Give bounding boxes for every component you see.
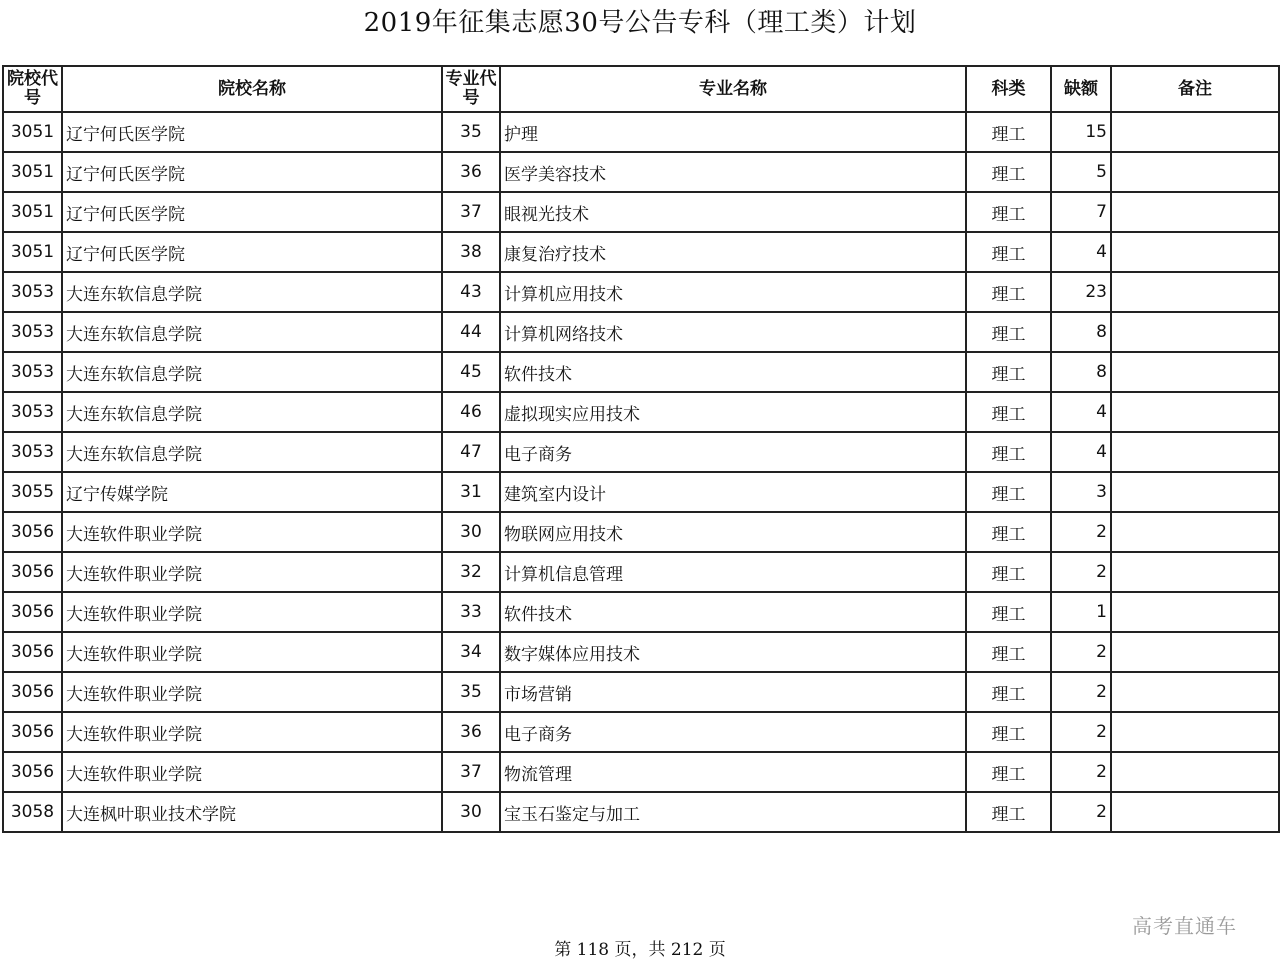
table-row [3, 312, 1279, 352]
cell-major-name: 康复治疗技术 [500, 232, 966, 272]
cell-major-code: 46 [442, 392, 500, 432]
header-major-code: 专业代号 [442, 66, 500, 112]
header-major-name: 专业名称 [500, 66, 966, 112]
cell-note [1111, 392, 1279, 432]
cell-note [1111, 152, 1279, 192]
cell-school-code: 3055 [3, 472, 62, 512]
cell-major-name: 计算机信息管理 [500, 552, 966, 592]
cell-note [1111, 312, 1279, 352]
cell-category: 理工 [966, 552, 1051, 592]
cell-school-name: 辽宁何氏医学院 [62, 112, 442, 152]
cell-school-code: 3056 [3, 512, 62, 552]
table-row [3, 552, 1279, 592]
cell-school-name: 大连软件职业学院 [62, 552, 442, 592]
cell-school-code: 3051 [3, 192, 62, 232]
cell-note [1111, 352, 1279, 392]
cell-school-code: 3053 [3, 272, 62, 312]
cell-major-name: 建筑室内设计 [500, 472, 966, 512]
cell-major-code: 32 [442, 552, 500, 592]
cell-quota: 1 [1051, 592, 1111, 632]
cell-major-code: 44 [442, 312, 500, 352]
cell-quota: 4 [1051, 392, 1111, 432]
table-row [3, 672, 1279, 712]
cell-note [1111, 472, 1279, 512]
cell-school-name: 大连软件职业学院 [62, 632, 442, 672]
table-row [3, 712, 1279, 752]
cell-school-code: 3053 [3, 312, 62, 352]
cell-category: 理工 [966, 112, 1051, 152]
cell-quota: 4 [1051, 232, 1111, 272]
cell-note [1111, 112, 1279, 152]
cell-note [1111, 192, 1279, 232]
cell-category: 理工 [966, 512, 1051, 552]
cell-category: 理工 [966, 392, 1051, 432]
cell-note [1111, 232, 1279, 272]
cell-note [1111, 592, 1279, 632]
cell-major-code: 35 [442, 112, 500, 152]
cell-major-code: 37 [442, 752, 500, 792]
table-row [3, 592, 1279, 632]
cell-category: 理工 [966, 232, 1051, 272]
table-row [3, 752, 1279, 792]
cell-major-name: 物联网应用技术 [500, 512, 966, 552]
cell-category: 理工 [966, 592, 1051, 632]
cell-category: 理工 [966, 192, 1051, 232]
cell-major-code: 30 [442, 512, 500, 552]
cell-quota: 8 [1051, 352, 1111, 392]
cell-major-name: 医学美容技术 [500, 152, 966, 192]
header-school-name: 院校名称 [62, 66, 442, 112]
cell-category: 理工 [966, 792, 1051, 832]
cell-school-code: 3056 [3, 672, 62, 712]
cell-major-code: 36 [442, 152, 500, 192]
enrollment-plan-table [2, 65, 1280, 833]
cell-school-code: 3053 [3, 352, 62, 392]
cell-school-code: 3051 [3, 232, 62, 272]
cell-major-code: 36 [442, 712, 500, 752]
cell-major-name: 计算机网络技术 [500, 312, 966, 352]
cell-quota: 2 [1051, 672, 1111, 712]
cell-major-name: 软件技术 [500, 592, 966, 632]
cell-major-name: 电子商务 [500, 432, 966, 472]
cell-major-code: 37 [442, 192, 500, 232]
table-row [3, 232, 1279, 272]
cell-quota: 7 [1051, 192, 1111, 232]
cell-school-name: 大连东软信息学院 [62, 312, 442, 352]
cell-quota: 23 [1051, 272, 1111, 312]
cell-school-name: 大连东软信息学院 [62, 432, 442, 472]
header-category: 科类 [966, 66, 1051, 112]
cell-major-name: 计算机应用技术 [500, 272, 966, 312]
cell-school-code: 3053 [3, 432, 62, 472]
cell-school-name: 大连软件职业学院 [62, 512, 442, 552]
cell-category: 理工 [966, 712, 1051, 752]
cell-major-name: 电子商务 [500, 712, 966, 752]
cell-note [1111, 792, 1279, 832]
table-row [3, 192, 1279, 232]
cell-major-name: 软件技术 [500, 352, 966, 392]
cell-school-name: 辽宁何氏医学院 [62, 232, 442, 272]
cell-quota: 2 [1051, 632, 1111, 672]
table-row [3, 472, 1279, 512]
cell-school-name: 辽宁何氏医学院 [62, 192, 442, 232]
cell-quota: 5 [1051, 152, 1111, 192]
cell-note [1111, 712, 1279, 752]
cell-category: 理工 [966, 272, 1051, 312]
cell-school-code: 3056 [3, 552, 62, 592]
cell-major-name: 虚拟现实应用技术 [500, 392, 966, 432]
table-row [3, 632, 1279, 672]
cell-school-name: 大连东软信息学院 [62, 272, 442, 312]
watermark: 高考直通车 [1132, 914, 1237, 938]
cell-note [1111, 272, 1279, 312]
cell-major-code: 45 [442, 352, 500, 392]
cell-category: 理工 [966, 752, 1051, 792]
cell-quota: 2 [1051, 552, 1111, 592]
cell-school-code: 3056 [3, 712, 62, 752]
cell-major-name: 眼视光技术 [500, 192, 966, 232]
cell-note [1111, 552, 1279, 592]
cell-school-name: 辽宁传媒学院 [62, 472, 442, 512]
document-title: 2019年征集志愿30号公告专科（理工类）计划 [363, 8, 917, 38]
cell-major-code: 38 [442, 232, 500, 272]
header-quota: 缺额 [1051, 66, 1111, 112]
cell-major-code: 35 [442, 672, 500, 712]
cell-school-code: 3056 [3, 592, 62, 632]
cell-note [1111, 672, 1279, 712]
cell-category: 理工 [966, 472, 1051, 512]
cell-major-code: 34 [442, 632, 500, 672]
table-row [3, 432, 1279, 472]
cell-category: 理工 [966, 312, 1051, 352]
cell-quota: 2 [1051, 752, 1111, 792]
cell-school-code: 3056 [3, 632, 62, 672]
cell-category: 理工 [966, 672, 1051, 712]
cell-major-name: 物流管理 [500, 752, 966, 792]
cell-major-name: 宝玉石鉴定与加工 [500, 792, 966, 832]
table-row [3, 152, 1279, 192]
cell-quota: 2 [1051, 792, 1111, 832]
cell-quota: 2 [1051, 712, 1111, 752]
header-row [3, 66, 1279, 112]
cell-school-name: 大连软件职业学院 [62, 752, 442, 792]
cell-school-name: 大连东软信息学院 [62, 352, 442, 392]
cell-major-name: 数字媒体应用技术 [500, 632, 966, 672]
table-row [3, 512, 1279, 552]
cell-school-code: 3051 [3, 152, 62, 192]
cell-school-name: 大连软件职业学院 [62, 672, 442, 712]
cell-quota: 8 [1051, 312, 1111, 352]
cell-school-code: 3056 [3, 752, 62, 792]
cell-quota: 4 [1051, 432, 1111, 472]
cell-quota: 2 [1051, 512, 1111, 552]
table-row [3, 272, 1279, 312]
cell-quota: 15 [1051, 112, 1111, 152]
cell-major-name: 市场营销 [500, 672, 966, 712]
cell-note [1111, 432, 1279, 472]
cell-category: 理工 [966, 432, 1051, 472]
page-footer: 第 118 页，共 212 页 [554, 940, 726, 960]
cell-category: 理工 [966, 632, 1051, 672]
cell-major-code: 43 [442, 272, 500, 312]
cell-school-code: 3053 [3, 392, 62, 432]
table-row [3, 392, 1279, 432]
cell-school-name: 大连软件职业学院 [62, 592, 442, 632]
cell-note [1111, 752, 1279, 792]
cell-school-name: 辽宁何氏医学院 [62, 152, 442, 192]
table-header [3, 66, 1279, 112]
cell-major-code: 33 [442, 592, 500, 632]
cell-note [1111, 512, 1279, 552]
header-note: 备注 [1111, 66, 1279, 112]
cell-category: 理工 [966, 352, 1051, 392]
cell-major-name: 护理 [500, 112, 966, 152]
cell-note [1111, 632, 1279, 672]
cell-school-name: 大连枫叶职业技术学院 [62, 792, 442, 832]
cell-school-code: 3058 [3, 792, 62, 832]
table-row [3, 352, 1279, 392]
cell-major-code: 47 [442, 432, 500, 472]
cell-quota: 3 [1051, 472, 1111, 512]
table-body [3, 112, 1279, 832]
header-school-code: 院校代号 [3, 66, 62, 112]
cell-school-code: 3051 [3, 112, 62, 152]
cell-school-name: 大连东软信息学院 [62, 392, 442, 432]
cell-school-name: 大连软件职业学院 [62, 712, 442, 752]
cell-major-code: 30 [442, 792, 500, 832]
table-row [3, 792, 1279, 832]
cell-category: 理工 [966, 152, 1051, 192]
table-row [3, 112, 1279, 152]
cell-major-code: 31 [442, 472, 500, 512]
